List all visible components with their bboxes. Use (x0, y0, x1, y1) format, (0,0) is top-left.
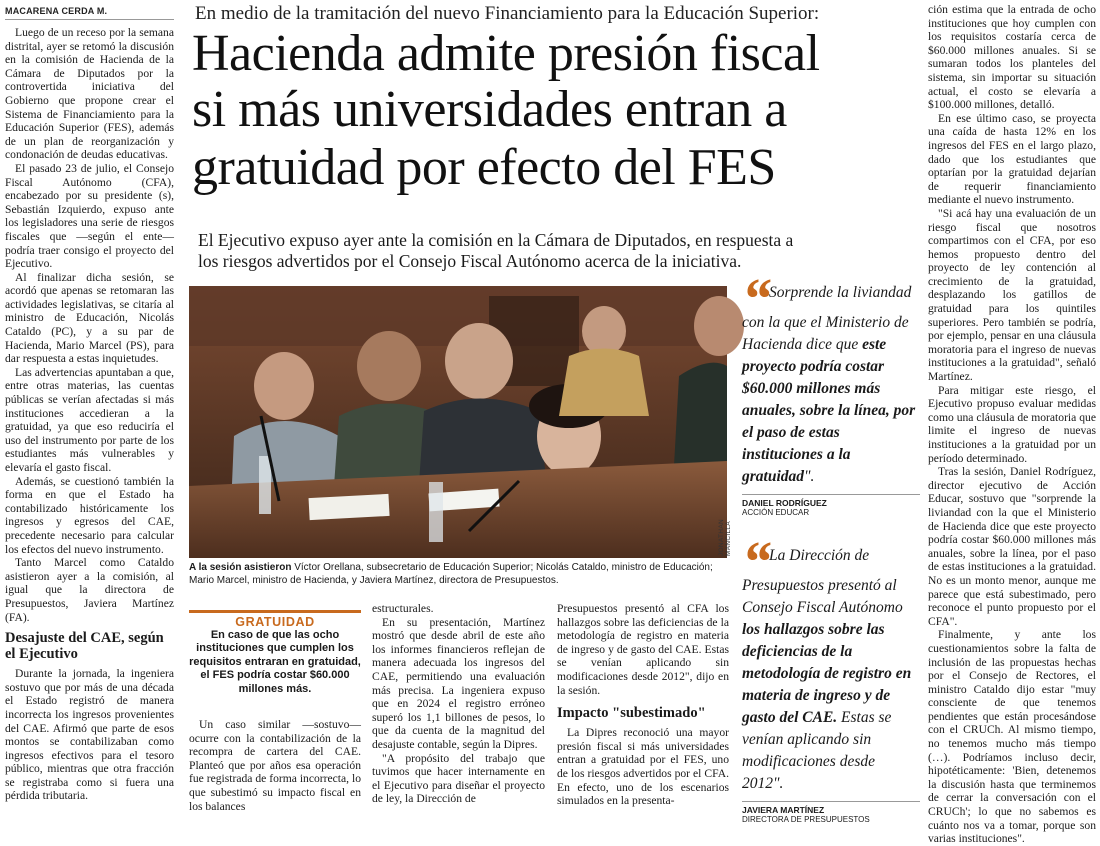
col6-paragraph: Tras la sesión, Daniel Rodríguez, director ejecutivo de Acción Educar, sostuvo que "sorprende la liviandad con la que el Ministerio de Hacienda dice que este proyecto podría costar $60.000 millones más anuales, sobre la línea, por el paso de estas instituciones a la gratuidad. No es un monto menor, aunque me parece que está subestimado, pero reconoce el punto propuesto por el CFA". (928, 465, 1096, 628)
col1-paragraph: Luego de un receso por la semana distrital, ayer se retomó la discusión en la comisión de Hacienda de la Cámara de Diputados por la controvertida iniciativa del Gobierno que propone crear el Sistema de Financiamiento para la Educación Superior (FES), además de un plan de reorganización y condonación de deudas educativas. (5, 26, 174, 162)
subhead-impacto: Impacto "subestimado" (557, 705, 706, 722)
box-title: GRATUIDAD (235, 615, 315, 629)
quote-1-role: ACCIÓN EDUCAR (742, 508, 810, 517)
quote-2-post: Estas se venían aplicando sin modificaciones desde 2012". (742, 709, 892, 792)
quote-mark-icon: “ (742, 266, 765, 331)
col6-paragraph: ción estima que la entrada de ocho instituciones que hoy cumplen con los requisitos costaría cerca de $60.000 millones anuales. Si se sumaran todos los planteles del sistema, sin importar su situación actual, el costo se elevaría a $100.000 millones, detalló. (928, 3, 1096, 112)
news-photo (189, 286, 732, 558)
headline (192, 25, 932, 214)
kicker-text: En medio de la tramitación del nuevo Financiamiento para la Educación Superior: (195, 3, 820, 24)
col4-paragraph: Presupuestos presentó al CFA los hallazgos sobre las deficiencias de la metodología de registro en materia de ingreso y de gasto del CAE. Estas se venían aplicando sin modificaciones desde 2012", dijo en la sesión. (557, 602, 729, 697)
photo-credit: JONATHAN MANCILLA (718, 519, 732, 556)
col1-paragraph: Además, se cuestionó también la forma en que el Estado ha contabilizado históricamente los ingresos y egresos del CAE, precedente necesario para calcular los efectos del nuevo instrumento. (5, 474, 174, 556)
quote-1 (742, 266, 920, 532)
col3-paragraph: En su presentación, Martínez mostró que desde abril de este año los informes financieros reflejan de manera adecuada los ingresos del CAE, permitiendo una evaluación más precisa. La ingeniera expuso que en 2024 el registro erróneo superó los 1,1 billones de pesos, lo que da cuenta de la magnitud del desajuste contable, según la Dipres. (372, 615, 545, 751)
col6-paragraph: "Si acá hay una evaluación de un riesgo fiscal que nosotros compartimos con el CFA, por eso hemos propuesto dentro del proyecto de ley contención al crecimiento de la gratuidad, desplazando los gatillos de gratuidad para los quintiles superiores. Pero también se podría, por ejemplo, pensar en una cláusula moratoria para el ingreso de nuevas instituciones a la gratuidad", señaló Martínez. (928, 206, 1096, 384)
caption-rest: Víctor Orellana, subsecretario de Educación Superior; Nicolás Cataldo, ministro de Educación; Mario Marcel, ministro de Hacienda, y Javiera Martínez, directora de Presupuestos. (189, 562, 713, 586)
deck-line-2: los riesgos advertidos por el Consejo Fiscal Autónomo acerca de la iniciativa. (198, 251, 742, 271)
quote-2-bold: los hallazgos sobre las deficiencias de la metodología de registro en materia de ingreso y de gasto del CAE. (742, 621, 912, 726)
quote-mark-icon: “ (742, 529, 765, 594)
col6-paragraph: Finalmente, y ante los cuestionamientos sobre la falta de inclusión de las propuestas hechas por el Consejo de Rectores, el ministro Cataldo dijo estar "muy consciente de que tenemos pendientes que están procesándose con el CRUCh. Al mismo tiempo, no tenemos mucho más tiempo (…). Podríamos incluso decir, hipotéticamente: 'Bien, detenemos la discusión hasta que terminemos de cerrar la conversación con el CRUCh'; lo que no sabemos es cuánto nos va a tomar, porque son varias instituciones". (928, 628, 1096, 846)
quote-1-bold: este proyecto podría costar $60.000 millones más anuales, sobre la línea, por el paso de estas instituciones a la gratuidad (742, 336, 916, 485)
quote-2 (742, 529, 920, 824)
column-6 (928, 3, 1096, 846)
headline-line-1: Hacienda admite presión fiscal (192, 25, 820, 82)
byline: MACARENA CERDA M. (5, 6, 174, 20)
col3-paragraph: estructurales. (372, 602, 434, 615)
col1-after-paragraph: Durante la jornada, la ingeniera sostuvo que por más de una década el Estado registró de manera incorrecta los ingresos provenientes del CAE. Afirmó que parte de esos montos se contabilizaban como ingresos efectivos para el tesoro público, mientras que otra fracción se registraba como si fuera una pérdida tributaria. (5, 667, 174, 803)
col1-paragraph: Al finalizar dicha sesión, se acordó que apenas se retomaran las actividades legislativas, se citaría al ministro de Educación, Nicolás Cataldo (PC), y a su par de Hacienda, Mario Marcel (PS), para dar respuesta a estas inquietudes. (5, 270, 174, 366)
quote-2-name: JAVIERA MARTÍNEZ (742, 805, 825, 815)
col1-paragraph: Las advertencias apuntaban a que, entre otras materias, las cuentas públicas se verían afectadas si más instituciones accedieran a la gratuidad, ya que eso reduciría el uso del instrumento por parte de los estudiantes más vulnerables y elevaría el gasto fiscal. (5, 365, 174, 474)
subhead-desajuste: Desajuste del CAE, según el Ejecutivo (5, 630, 164, 663)
quote-1-post: ". (804, 468, 815, 485)
column-1 (5, 6, 174, 820)
highlight-box (189, 610, 361, 704)
col3-paragraph: "A propósito del trabajo que tuvimos que hacer internamente en el Ejecutivo para diseñar el proyecto de ley, la Dirección de (372, 751, 545, 806)
column-1-body-after (5, 667, 174, 803)
photo-caption (189, 562, 729, 590)
caption-lead: A la sesión asistieron (189, 562, 292, 573)
column-2-lower (189, 718, 361, 820)
col4-after-paragraph: La Dipres reconoció una mayor presión fiscal si más universidades entran a gratuidad por el FES, uno de los riesgos advertidos por el CFA. En efecto, uno de los escenarios simulados en la presenta- (557, 726, 729, 808)
photo-illustration (189, 286, 727, 558)
quote-2-text (742, 529, 920, 795)
deck (198, 230, 926, 276)
quote-1-name: DANIEL RODRÍGUEZ (742, 498, 827, 508)
column-4 (557, 602, 729, 820)
box-text: En caso de que las ocho instituciones que cumplen los requisitos entraran en gratuidad, el FES podría costar $60.000 millones más. (189, 629, 361, 695)
col6-paragraph: Para mitigar este riesgo, el Ejecutivo propuso evaluar medidas como una cláusula de moratoria que limite el ingreso de nuevas instituciones a la gratuidad por un período determinado. (928, 383, 1096, 465)
col1-paragraph: Tanto Marcel como Cataldo asistieron ayer a la comisión, al igual que la directora de Presupuestos, Javiera Martínez (FA). (5, 556, 174, 624)
column-1-body (5, 26, 174, 624)
headline-line-3: gratuidad por efecto del FES (192, 139, 776, 196)
quote-2-pre: La Dirección de Presupuestos presentó al Consejo Fiscal Autónomo (742, 547, 903, 616)
deck-line-1: El Ejecutivo expuso ayer ante la comisión en la Cámara de Diputados, en respuesta a (198, 230, 794, 250)
column-3 (372, 602, 545, 820)
quote-2-role: DIRECTORA DE PRESUPUESTOS (742, 815, 870, 824)
quote-1-pre: Sorprende la liviandad con la que el Ministerio de Hacienda dice que (742, 284, 912, 353)
col1-paragraph: El pasado 23 de julio, el Consejo Fiscal Autónomo (CFA), encabezado por su presidente (s), Sebastián Izquierdo, expuso ante los legisladores una serie de riesgos fiscales que —según el ente— podría traer consigo el proyecto del Ejecutivo. (5, 161, 174, 271)
quote-1-text (742, 266, 920, 488)
headline-line-2: si más universidades entran a (192, 81, 787, 138)
col6-paragraph: En ese último caso, se proyecta una caída de hasta 12% en los ingresos del FES en el largo plazo, dado que los estudiantes que optarían por la gratuidad dejarían de requerir financiamiento mediante el nuevo instrumento. (928, 111, 1096, 207)
col2-paragraph: Un caso similar —sostuvo— ocurre con la contabilización de la recompra de cartera del CAE. Planteó que por años esa operación fue registrada de forma incorrecta, lo que subestimó su impacto fiscal en los balances (189, 718, 361, 813)
kicker (195, 3, 915, 27)
